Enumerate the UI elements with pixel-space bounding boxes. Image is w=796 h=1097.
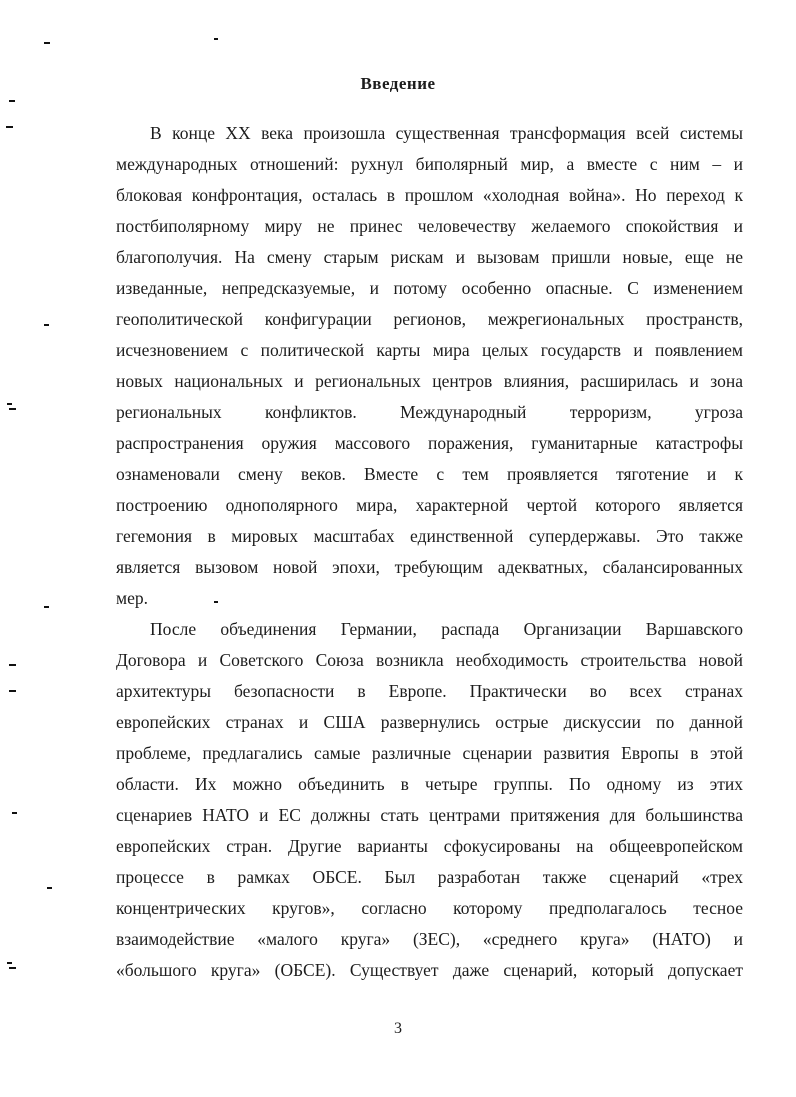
scan-artifact xyxy=(214,38,218,40)
text-line: «большого круга» (ОБСЕ). Существует даже сценарий, который допускает xyxy=(116,960,743,980)
text-line: исчезновением с политической карты мира целых государств и появлением xyxy=(116,340,743,360)
text-line: области. Их можно объединить в четыре группы. По одному из этих xyxy=(116,774,743,794)
text-line: новых национальных и региональных центров влияния, расширилась и зона xyxy=(116,371,743,391)
text-line: сценариев НАТО и ЕС должны стать центрами притяжения для большинства xyxy=(116,805,743,825)
text-line: является вызовом новой эпохи, требующим адекватных, сбалансированных xyxy=(116,557,743,577)
scan-artifact xyxy=(9,664,16,666)
paragraph xyxy=(116,118,743,614)
scan-artifact xyxy=(9,100,15,102)
text-line: геополитической конфигурации регионов, межрегиональных пространств, xyxy=(116,309,743,329)
scan-artifact xyxy=(44,324,49,326)
text-line: ознаменовали смену веков. Вместе с тем проявляется тяготение и к xyxy=(116,464,743,484)
text-line: международных отношений: рухнул биполярный мир, а вместе с ним – и xyxy=(116,154,743,174)
text-line: изведанные, непредсказуемые, и потому особенно опасные. С изменением xyxy=(116,278,743,298)
page-number: 3 xyxy=(394,1020,402,1037)
text-line: проблеме, предлагались самые различные сценарии развития Европы в этой xyxy=(116,743,743,763)
body-text xyxy=(116,118,743,986)
text-line: архитектуры безопасности в Европе. Практически во всех странах xyxy=(116,681,743,701)
text-line: распространения оружия массового поражения, гуманитарные катастрофы xyxy=(116,433,743,453)
scan-artifact xyxy=(9,408,16,410)
text-line: процессе в рамках ОБСЕ. Был разработан также сценарий «трех xyxy=(116,867,743,887)
text-line: европейских стран. Другие варианты сфокусированы на общеевропейском xyxy=(116,836,743,856)
scan-artifact xyxy=(6,126,13,128)
page-title: Введение xyxy=(360,74,436,93)
paragraph xyxy=(116,614,743,986)
text-line: блоковая конфронтация, осталась в прошлом «холодная война». Но переход к xyxy=(116,185,743,205)
text-line: взаимодействие «малого круга» (ЗЕС), «среднего круга» (НАТО) и xyxy=(116,929,743,949)
text-line: благополучия. На смену старым рискам и вызовам пришли новые, еще не xyxy=(116,247,743,267)
scan-artifact xyxy=(12,812,17,814)
scan-artifact xyxy=(9,690,16,692)
text-line: мер. xyxy=(116,588,148,608)
text-line: гегемония в мировых масштабах единственной супердержавы. Это также xyxy=(116,526,743,546)
text-line: Договора и Советского Союза возникла необходимость строительства новой xyxy=(116,650,743,670)
scan-artifact xyxy=(47,887,52,889)
text-line: В конце XX века произошла существенная трансформация всей системы xyxy=(150,123,743,143)
text-line: региональных конфликтов. Международный терроризм, угроза xyxy=(116,402,743,422)
scan-artifact xyxy=(7,403,12,405)
scan-artifact xyxy=(7,962,12,964)
scan-artifact xyxy=(9,967,16,969)
text-line: После объединения Германии, распада Организации Варшавского xyxy=(150,619,743,639)
scan-artifact xyxy=(44,606,49,608)
text-line: постбиполярному миру не принес человечеству желаемого спокойствия и xyxy=(116,216,743,236)
text-line: европейских странах и США развернулись острые дискуссии по данной xyxy=(116,712,743,732)
text-line: построению однополярного мира, характерной чертой которого является xyxy=(116,495,743,515)
text-line: концентрических кругов», согласно которому предполагалось тесное xyxy=(116,898,743,918)
scan-artifact xyxy=(44,42,50,44)
